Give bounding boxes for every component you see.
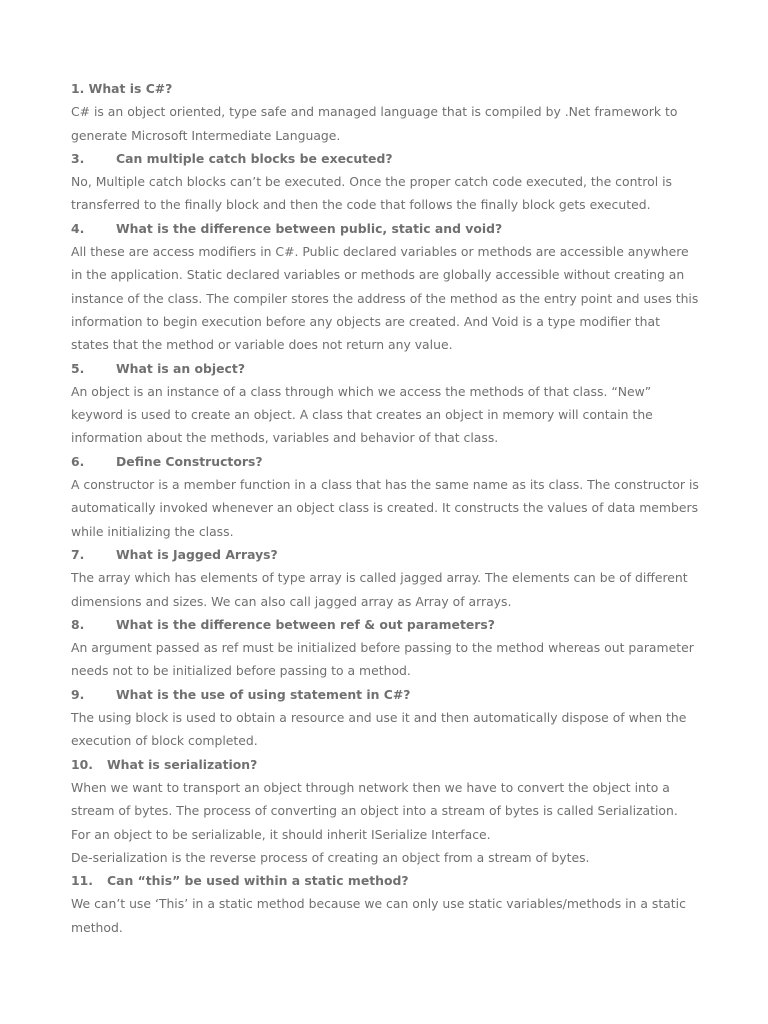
question-text: What is serialization? — [107, 756, 258, 772]
question-text: What is the use of using statement in C#? — [116, 686, 411, 702]
document-page — [71, 77, 701, 939]
question-heading — [71, 869, 701, 892]
question-heading — [71, 217, 701, 240]
answer-text: An argument passed as ref must be initialized before passing to the method whereas out parameter needs not to be initialized before passing to a method. — [71, 640, 694, 679]
question-number: 7. — [71, 546, 85, 562]
answer-text: C# is an object oriented, type safe and managed language that is compiled by .Net framework to generate Microsoft Intermediate Language. — [71, 104, 678, 143]
question-text: Can multiple catch blocks be executed? — [116, 150, 393, 166]
question-heading — [71, 147, 701, 170]
answer-text: All these are access modifiers in C#. Public declared variables or methods are accessible anywhere in the application. Static declared variables or methods are globally accessible without creating an instance of the class. The compiler stores the address of the method as the entry point and uses this information to begin execution before any objects are created. And Void is a type modifier that states that the method or variable does not return any value. — [71, 244, 699, 353]
answer-text: De-serialization is the reverse process of creating an object from a stream of bytes. — [71, 849, 590, 865]
answer-text: A constructor is a member function in a class that has the same name as its class. The constructor is automatically invoked whenever an object class is created. It constructs the values of data members while initializing the class. — [71, 477, 699, 539]
question-heading — [71, 753, 701, 776]
question-text: Define Constructors? — [116, 453, 263, 469]
question-number: 6. — [71, 453, 85, 469]
question-heading — [71, 683, 701, 706]
question-number: 4. — [71, 220, 85, 236]
question-heading — [71, 77, 701, 100]
question-text: What is the difference between ref & out parameters? — [116, 616, 495, 632]
question-number: 5. — [71, 360, 85, 376]
question-number: 3. — [71, 150, 85, 166]
question-text: What is C#? — [88, 81, 173, 96]
answer-text: An object is an instance of a class through which we access the methods of that class. “New” keyword is used to create an object. A class that creates an object in memory will contain the information about the methods, variables and behavior of that class. — [71, 383, 653, 446]
question-number: 1. — [71, 81, 85, 96]
question-heading — [71, 450, 701, 473]
question-text: What is Jagged Arrays? — [116, 546, 278, 562]
answer-text: When we want to transport an object through network then we have to convert the object into a stream of bytes. The process of converting an object into a stream of bytes is called Serialization. For an object to be serializable, it should inherit ISerialize Interface. — [71, 779, 678, 842]
question-heading — [71, 613, 701, 636]
question-number: 11. — [71, 873, 93, 889]
answer-text: We can’t use ‘This’ in a static method because we can only use static variables/methods in a static method. — [71, 896, 686, 935]
answer-text: The array which has elements of type array is called jagged array. The elements can be of different dimensions and sizes. We can also call jagged array as Array of arrays. — [71, 570, 688, 609]
question-heading — [71, 543, 701, 566]
question-heading — [71, 357, 701, 380]
question-number: 10. — [71, 756, 93, 772]
question-text: What is the difference between public, static and void? — [116, 220, 503, 236]
question-text: Can “this” be used within a static method? — [107, 873, 409, 889]
answer-text: No, Multiple catch blocks can’t be executed. Once the proper catch code executed, the control is transferred to the finally block and then the code that follows the finally block gets executed. — [71, 174, 672, 213]
question-number: 8. — [71, 616, 85, 632]
question-number: 9. — [71, 686, 85, 702]
answer-text: The using block is used to obtain a resource and use it and then automatically dispose of when the execution of block completed. — [71, 710, 687, 749]
question-text: What is an object? — [116, 360, 246, 376]
